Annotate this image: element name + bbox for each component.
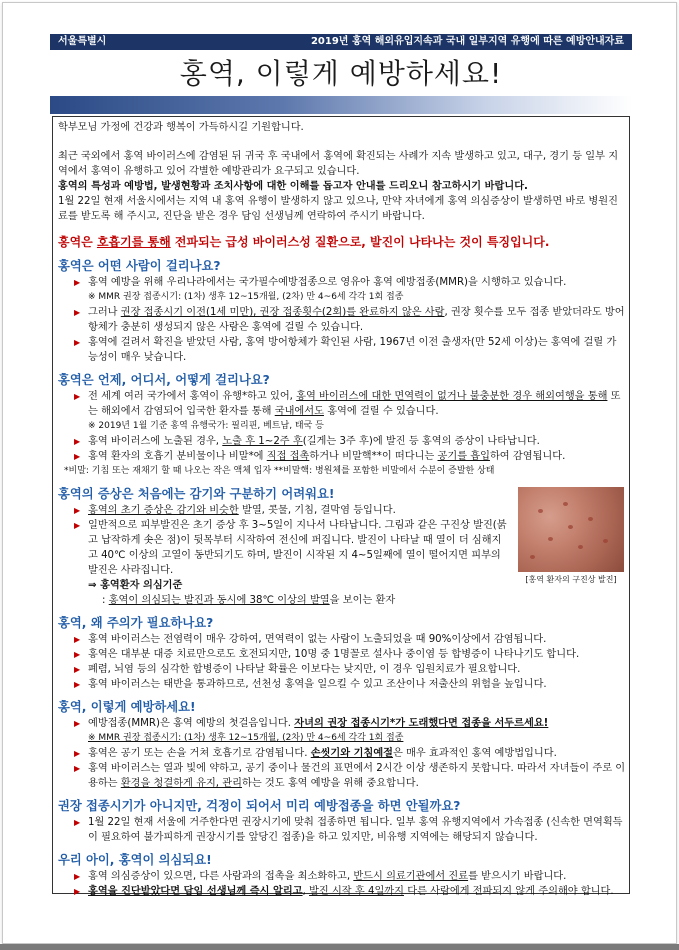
list-item: ▶ 홍역의 초기 증상은 감기와 비슷한 발열, 콧물, 기침, 결막염 등입니다. [58, 503, 508, 518]
note: ※ MMR 권장 접종시기: (1차) 생후 12~15개월, (2차) 만 4~6세 각각 1회 접종 [88, 733, 404, 743]
intro-paragraph: 최근 국외에서 홍역 바이러스에 감염된 뒤 귀국 후 국내에서 홍역에 확진되는 사례가 지속 발생하고 있고, 대구, 경기 등 일부 지역에서 홍역이 유행하고 있어 각별한 예방관리가 요구되고 있습니다. [58, 151, 619, 177]
note: ※ 2019년 1월 기준 홍역 유행국가: 필리핀, 베트남, 태국 등 [88, 421, 324, 431]
intro-bold: 홍역의 특성과 예방법, 발생현황과 조치사항에 대한 이해를 돕고자 안내를 드리오니 참고하시기 바랍니다. [58, 181, 528, 192]
list-item: ▶ 일반적으로 피부발진은 초기 증상 후 3~5일이 지나서 나타납니다. 그림과 같은 구진상 발진(붉고 납작하게 솟은 점)이 뒷목부터 시작하여 전신에 퍼집니다. 발진이 나타날 때 열이 더 심해지고 40℃ 이상의 고열이 동반되기도 하며, 발진이 시작된 지 4~5일째에 열이 떨어지면 피부의 발진은 사라집니다. [58, 518, 508, 578]
criteria-text: : 홍역이 의심되는 발진과 동시에 38℃ 이상의 발열을 보이는 환자 [102, 595, 396, 606]
list-item: ▶ 홍역 바이러스는 태반을 통과하므로, 선천성 홍역을 일으킬 수 있고 조산이나 저출산의 위험을 높입니다. [58, 677, 626, 692]
header-subtitle: 2019년 홍역 해외유입지속과 국내 일부지역 유행에 따른 예방안내자료 [310, 36, 624, 47]
photo-caption: [홍역 환자의 구진상 발진] [525, 575, 617, 584]
list-item: ▶ 홍역에 걸려서 확진을 받았던 사람, 홍역 방어항체가 확인된 사람, 1967년 이전 출생자(만 52세 이상)는 홍역에 걸릴 가능성이 매우 낮습니다. [58, 335, 626, 365]
list-item: ▶ 전 세계 여러 국가에서 홍역이 유행*하고 있어, 홍역 바이러스에 대한 면역력이 없거나 불충분한 경우 해외여행을 통해 또는 해외에서 감염되어 입국한 환자를 통해 국내에서도 홍역에 걸릴 수 있습니다. [58, 389, 626, 419]
list-item: ▶ 홍역 바이러스는 열과 빛에 약하고, 공기 중이나 물건의 표면에서 2시간 이상 생존하지 못합니다. 따라서 자녀들이 주로 이용하는 환경을 청결하게 유지, 관리하는 것도 홍역 예방을 위해 중요합니다. [58, 761, 626, 791]
title-band [50, 96, 632, 114]
section-heading: 홍역은 어떤 사람이 걸리나요? [58, 259, 221, 273]
list-item: ▶ 홍역을 진단받았다면 담임 선생님께 즉시 알리고, 발진 시작 후 4일까지 다른 사람에게 전파되지 않게 주의해야 합니다. [58, 884, 626, 899]
list-item: ▶ 예방접종(MMR)은 홍역 예방의 첫걸음입니다. 자녀의 권장 접종시기*가 도래했다면 접종을 서두르세요! [58, 716, 626, 731]
intro-status: 1월 22일 현재 서울시에서는 지역 내 홍역 유행이 발생하지 않고 있으나, 만약 자녀에게 홍역 의심증상이 발생하면 바로 병원진료를 받도록 해 주시고, 진단을 받은 경우 담임 선생님께 연락하여 주시기 바랍니다. [58, 196, 618, 222]
section-heading: 우리 아이, 홍역이 의심되요! [58, 853, 212, 867]
list-item: ▶ 홍역 예방을 위해 우리나라에서는 국가필수예방접종으로 영유아 홍역 예방접종(MMR)을 시행하고 있습니다. [58, 275, 626, 290]
list-item: ▶ 홍역 의심증상이 있으면, 다른 사람과의 접촉을 최소화하고, 반드시 의료기관에서 진료를 받으시기 바랍니다. [58, 869, 626, 884]
footnote: *비말: 기침 또는 재채기 할 때 나오는 작은 액체 입자 **비말핵: 병원체를 포함한 비말에서 수분이 증발한 상태 [64, 466, 495, 476]
list-item: ▶ 그러나 권장 접종시기 이전(1세 미만), 권장 접종횟수(2회)를 완료하지 않은 사람, 권장 횟수를 모두 접종 받았더라도 방어항체가 충분히 생성되지 않은 사람은 홍역에 걸릴 수 있습니다. [58, 305, 626, 335]
list-item: ▶ 홍역 환자의 호흡기 분비물이나 비말*에 직접 접촉하거나 비말핵**이 떠다니는 공기를 흡입하여 감염됩니다. [58, 449, 626, 464]
org-name: 서울특별시 [58, 36, 107, 47]
list-item: ▶ 홍역 바이러스는 전염력이 매우 강하여, 면역력이 없는 사람이 노출되었을 때 90%이상에서 감염됩니다. [58, 632, 626, 647]
bottom-border [0, 944, 679, 950]
list-item: ▶ 홍역은 대부분 대증 치료만으로도 호전되지만, 10명 중 1명꼴로 설사나 중이염 등 합병증이 나타나기도 합니다. [58, 647, 626, 662]
list-item: ▶ 폐렴, 뇌염 등의 심각한 합병증이 나타날 확률은 이보다는 낮지만, 이 경우 입원치료가 필요합니다. [58, 662, 626, 677]
greeting: 학부모님 가정에 건강과 행복이 가득하시길 기원합니다. [58, 122, 304, 133]
page-title: 홍역, 이렇게 예방하세요! [179, 57, 503, 90]
criteria-title: ⇒ 홍역환자 의심기준 [88, 580, 183, 591]
list-item: ▶ 홍역은 공기 또는 손을 거쳐 호흡기로 감염됩니다. 손씻기와 기침예절은 매우 효과적인 홍역 예방법입니다. [58, 746, 626, 761]
rash-photo [518, 487, 624, 572]
list-item: ▶ 홍역 바이러스에 노출된 경우, 노출 후 1~2주 후(길게는 3주 후)에 발진 등 홍역의 증상이 나타납니다. [58, 434, 626, 449]
section-heading: 홍역, 이렇게 예방하세요! [58, 700, 196, 714]
key-message: 홍역은 호흡기를 통해 전파되는 급성 바이러스성 질환으로, 발진이 나타나는 것이 특징입니다. [58, 235, 550, 249]
section-heading: 홍역, 왜 주의가 필요하나요? [58, 616, 214, 630]
list-item: ▶ 1월 22일 현재 서울에 거주한다면 권장시기에 맞춰 접종하면 됩니다. 일부 홍역 유행지역에서 가속접종 (신속한 면역획득이 필요하여 불가피하게 권장시기를 앞당긴 접종)을 하고 있지만, 비유행 지역에는 해당되지 않습니다. [58, 815, 626, 845]
note: ※ MMR 권장 접종시기: (1차) 생후 12~15개월, (2차) 만 4~6세 각각 1회 접종 [88, 292, 404, 302]
section-heading: 권장 접종시기가 아니지만, 걱정이 되어서 미리 예방접종을 하면 안될까요? [58, 799, 461, 813]
header-bar [50, 34, 632, 50]
section-heading: 홍역의 증상은 처음에는 감기와 구분하기 어려워요! [58, 487, 335, 501]
section-heading: 홍역은 언제, 어디서, 어떻게 걸리나요? [58, 373, 270, 387]
